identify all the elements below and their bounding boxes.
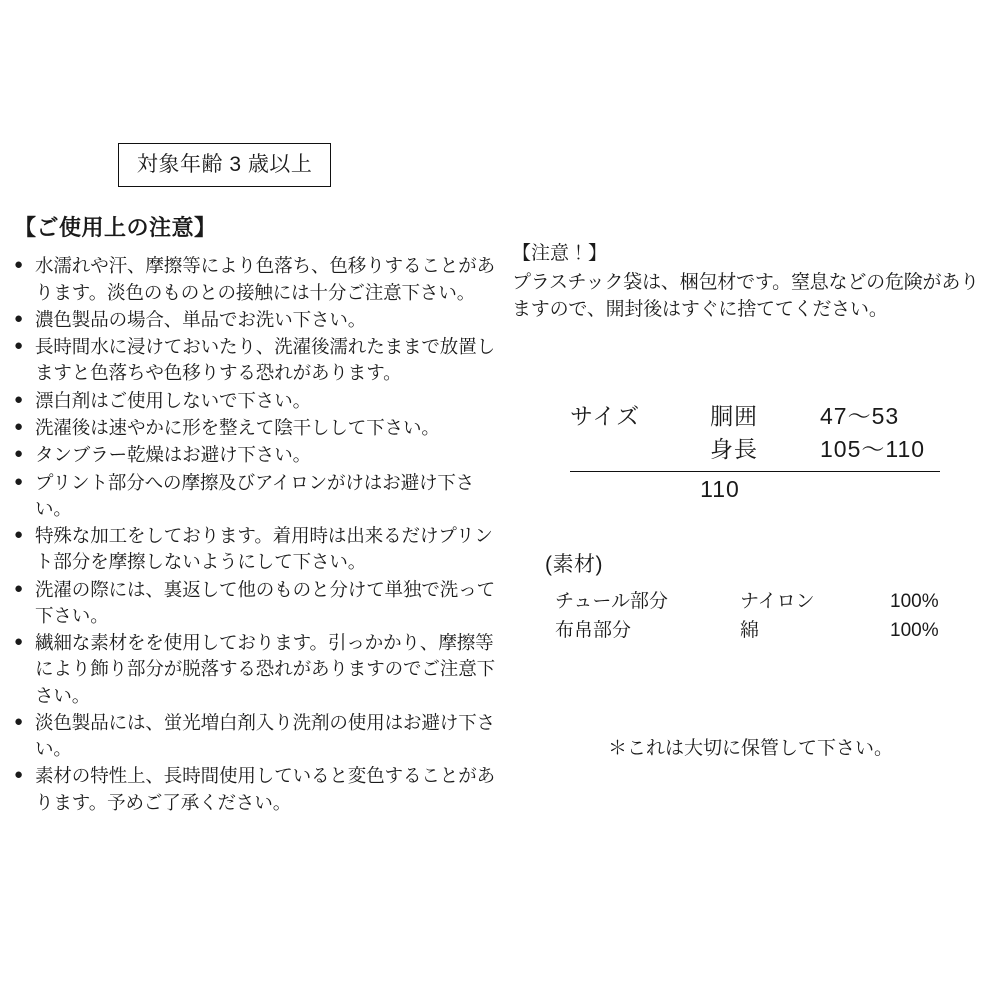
caution-text: プラスチック袋は、梱包材です。窒息などの危険がありますので、開封後はすぐに捨ててください。: [512, 271, 979, 321]
usage-notices-section: [14, 215, 509, 817]
list-item: ● 淡色製品には、蛍光増白剤入り洗剤の使用はお避け下さい。: [14, 710, 509, 763]
list-item: ● 洗濯の際には、裏返して他のものと分けて単独で洗って下さい。: [14, 577, 509, 630]
caution-section: [512, 240, 982, 324]
material-name: 綿: [740, 619, 760, 641]
list-item: ● 洗濯後は速やかに形を整えて陰干しして下さい。: [14, 415, 509, 441]
size-row-key: 身長: [710, 436, 758, 463]
material-table: [545, 588, 965, 645]
size-table-label: サイズ: [570, 403, 641, 429]
material-title: (素材): [545, 553, 603, 576]
usage-notices-title: 【ご使用上の注意】: [14, 215, 217, 240]
material-section: [545, 548, 965, 645]
list-item: ● 長時間水に浸けておいたり、洗濯後濡れたままで放置しますと色落ちや色移りする恐れがあります。: [14, 334, 509, 387]
material-part: 布帛部分: [555, 619, 632, 641]
size-row-value: 105〜110: [820, 436, 926, 463]
size-table-spacer: [570, 433, 710, 466]
list-item: ● 濃色製品の場合、単品でお洗い下さい。: [14, 307, 509, 333]
list-item: ● 素材の特性上、長時間使用していると変色することがあります。予めご了承ください。: [14, 763, 509, 816]
usage-notices-list: [14, 253, 509, 816]
material-name: ナイロン: [740, 591, 815, 612]
size-total-value: 110: [700, 475, 740, 502]
caution-title: 【注意！】: [512, 243, 608, 264]
list-item: ● 水濡れや汗、摩擦等により色落ち、色移りすることがあります。淡色のものとの接触には十分ご注意下さい。: [14, 253, 509, 306]
age-requirement-box: [118, 143, 331, 187]
keep-label-footnote: ＊これは大切に保管して下さい。: [608, 738, 894, 759]
size-row-key: 胴囲: [710, 403, 758, 429]
age-requirement-text: 対象年齢 3 歳以上: [137, 153, 313, 176]
size-row-value: 47〜53: [820, 403, 900, 429]
material-percent: 100%: [890, 619, 939, 641]
list-item: ● タンブラー乾燥はお避け下さい。: [14, 442, 509, 468]
material-part: チュール部分: [555, 591, 669, 612]
list-item: ● 繊細な素材をを使用しております。引っかかり、摩擦等により飾り部分が脱落する恐れがありますのでご注意下さい。: [14, 630, 509, 709]
size-table-grid: [570, 400, 970, 467]
list-item: ● プリント部分への摩擦及びアイロンがけはお避け下さい。: [14, 470, 509, 523]
size-table: [570, 400, 970, 503]
list-item: ● 漂白剤はご使用しないで下さい。: [14, 388, 509, 414]
list-item: ● 特殊な加工をしております。着用時は出来るだけプリント部分を摩擦しないようにして下さい。: [14, 523, 509, 576]
material-percent: 100%: [890, 591, 939, 612]
